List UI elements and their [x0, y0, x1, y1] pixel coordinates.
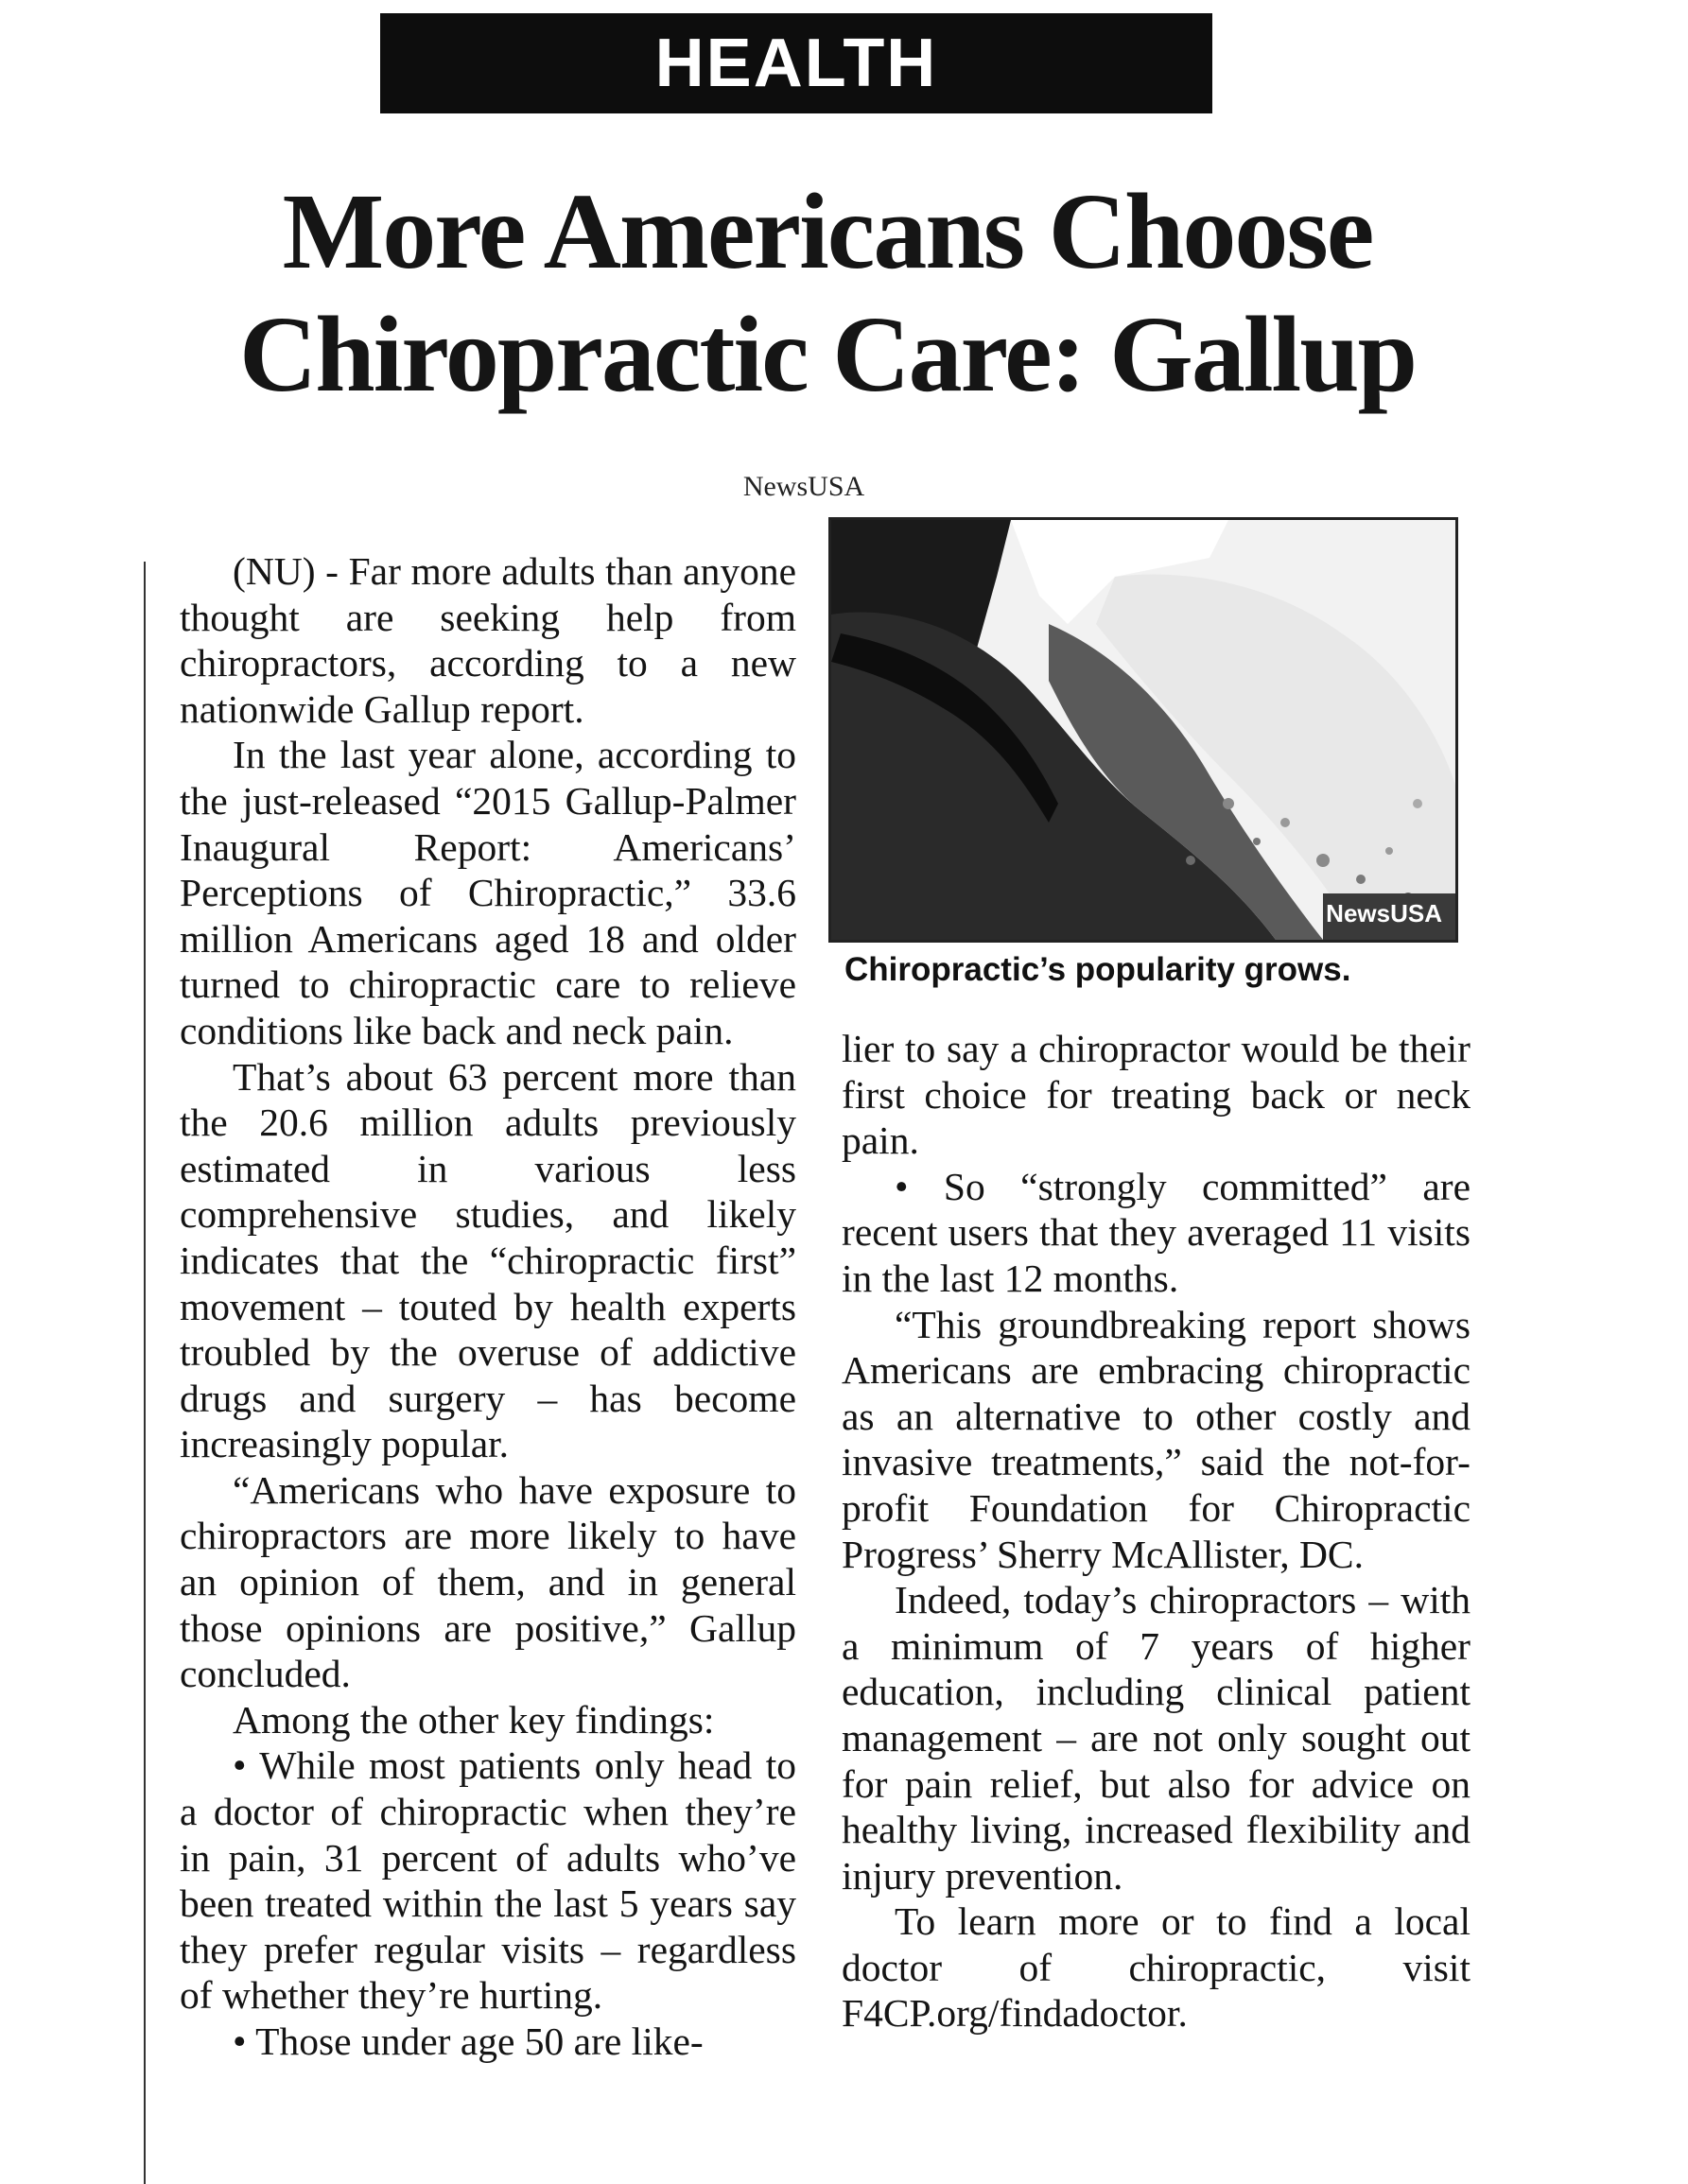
photo-caption: Chiropractic’s popularity grows. — [844, 951, 1351, 988]
byline: NewsUSA — [742, 471, 865, 502]
paragraph: “This groundbreaking report shows Americans are embracing chiropractic as an alternative to other costly and invasive treatments,” said the not-for-profit Foundation for Chiropractic Progress’ Sherry McAllister, DC. — [842, 1302, 1470, 1576]
headline-line-1: More Americans Choose — [282, 171, 1373, 291]
headline — [142, 170, 1513, 416]
headline-line-2: Chiropractic Care: Gallup — [238, 294, 1417, 414]
paragraph: Indeed, today’s chiropractors – with a minimum of 7 years of higher education, including clinical patient management – are not only sought out for pain relief, but also for advice on healthy living, increased flexibility and injury prevention. — [842, 1578, 1470, 1898]
photo-image — [831, 520, 1455, 940]
paragraph: “Americans who have exposure to chiropractors are more likely to have an opinion of them, and in general those opinions are positive,” Gallup concluded. — [180, 1467, 796, 1696]
paragraph: Among the other key findings: — [233, 1697, 715, 1742]
paragraph: To learn more or to find a local doctor of chiropractic, visit F4CP.org/findadoctor. — [842, 1899, 1470, 2036]
paragraph: That’s about 63 percent more than the 20.6 million adults previously estimated in various less comprehensive studies, and likely indicates that the “chiropractic first” movement – touted by health experts troubled by the overuse of addictive drugs and surgery – has become increasingly popular. — [180, 1054, 796, 1466]
paragraph: In the last year alone, according to the just-released “2015 Gallup-Palmer Inaugural Report: Americans’ Perceptions of Chiropractic,” 33.6 million Americans aged 18 and older turned to chiropractic care to relieve conditions like back and neck pain. — [180, 733, 796, 1052]
bullet-paragraph: • Those under age 50 are like- — [233, 2019, 704, 2063]
article-photo — [828, 517, 1458, 943]
bullet-paragraph: • So “strongly committed” are recent users that they averaged 11 visits in the last 12 months. — [842, 1164, 1470, 1300]
bullet-paragraph: • While most patients only head to a doctor of chiropractic when they’re in pain, 31 percent of adults who’ve been treated within the last 5 years say they prefer regular visits – regardless of whether they’re hurting. — [180, 1743, 796, 2018]
column-rule — [144, 562, 146, 2184]
right-column — [842, 1026, 1470, 2037]
photo-credit: NewsUSA — [1326, 899, 1442, 927]
paragraph: (NU) - Far more adults than anyone thought are seeking help from chiropractors, according to a new nationwide Gallup report. — [180, 549, 796, 731]
left-column — [180, 548, 796, 2065]
section-label: HEALTH — [380, 13, 1212, 113]
paragraph: lier to say a chiropractor would be their first choice for treating back or neck pain. — [842, 1027, 1470, 1163]
